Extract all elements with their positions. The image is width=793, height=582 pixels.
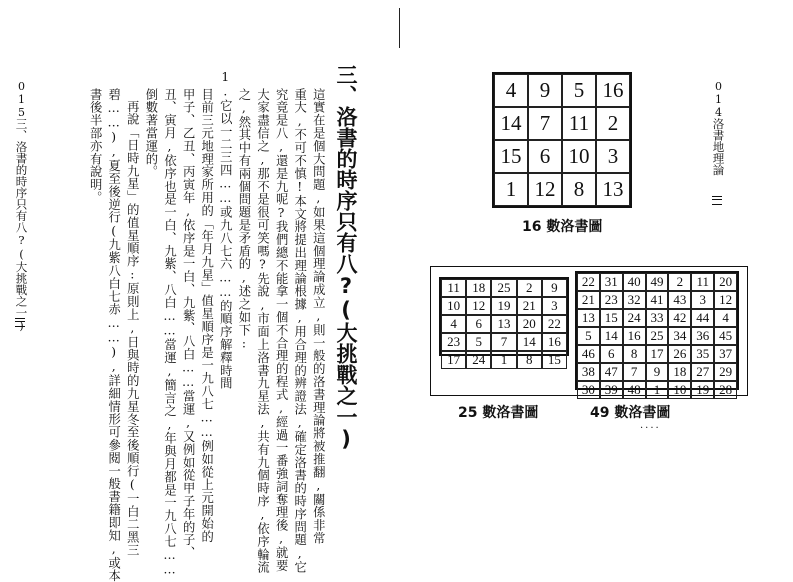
luoshu-25-grid (439, 277, 569, 367)
grid-cell: 23 (600, 291, 623, 309)
grid-cell: 15 (542, 351, 567, 369)
grid-cell: 44 (691, 309, 714, 327)
text-column: 甲子、乙丑、丙寅年,依序是一白、九紫、八白……當運,又例如從甲子年的子、 (181, 88, 196, 560)
text-column: 究竟是八,還是九呢?我們總不能拿一個不合理的程式,經過一番強詞奪理後,就要 (274, 88, 289, 573)
grid-cell: 7 (528, 107, 562, 140)
grid-cell: 6 (600, 345, 623, 363)
grid-cell: 47 (600, 363, 623, 381)
grid-cell: 2 (668, 273, 691, 291)
grid-cell: 22 (542, 315, 567, 333)
running-head-right: 洛書地理論 (711, 118, 726, 176)
luoshu-25-49-panel (430, 266, 748, 396)
grid-cell: 38 (577, 363, 600, 381)
running-head-rule-right (712, 196, 722, 205)
grid-cell: 25 (491, 279, 516, 297)
grid-cell: 39 (600, 381, 623, 399)
grid-cell: 31 (600, 273, 623, 291)
grid-cell: 3 (691, 291, 714, 309)
text-column: 目前三元地理家所用的「年月九星」值星順序是一九八七……例如從上元開始的 (199, 88, 214, 543)
grid-cell: 13 (596, 173, 630, 206)
grid-cell: 11 (691, 273, 714, 291)
grid-cell: 5 (562, 74, 596, 107)
grid-cell: 6 (528, 140, 562, 173)
grid-cell: 1 (646, 381, 669, 399)
dot-leader: .... (640, 420, 661, 431)
text-column: 倒數著當運的。 (143, 88, 158, 179)
text-column: 丑、寅月,依序也是一白、九紫、八白……當運,簡言之,年與月都是一九八七…… (162, 88, 177, 578)
luoshu-16-grid (492, 72, 632, 208)
grid-cell: 24 (466, 351, 491, 369)
grid-cell: 12 (466, 297, 491, 315)
grid-cell: 7 (491, 333, 516, 351)
grid-cell: 4 (714, 309, 737, 327)
grid-cell: 12 (714, 291, 737, 309)
grid-cell: 8 (562, 173, 596, 206)
grid-cell: 11 (441, 279, 466, 297)
grid-cell: 40 (623, 273, 646, 291)
grid-cell: 10 (668, 381, 691, 399)
grid-cell: 18 (668, 363, 691, 381)
grid-cell: 29 (714, 363, 737, 381)
grid-cell: 21 (517, 297, 542, 315)
grid-cell: 14 (517, 333, 542, 351)
grid-cell: 28 (714, 381, 737, 399)
grid-cell: 10 (441, 297, 466, 315)
grid-cell: 8 (517, 351, 542, 369)
page-number-left: 015 (15, 80, 28, 119)
grid-cell: 23 (441, 333, 466, 351)
grid-cell: 43 (668, 291, 691, 309)
grid-cell: 24 (623, 309, 646, 327)
grid-cell: 30 (577, 381, 600, 399)
grid-cell: 13 (577, 309, 600, 327)
running-head-left: 三、洛書的時序只有八?(大挑戰之一) (14, 118, 29, 333)
grid-cell: 25 (646, 327, 669, 345)
grid-cell: 9 (646, 363, 669, 381)
right-page (400, 0, 793, 561)
grid-cell: 26 (668, 345, 691, 363)
text-column: 碧……),夏至後逆行(九紫八白七赤……),詳細情形可參閱一般書籍即知,或本 (106, 88, 121, 582)
grid-cell: 41 (646, 291, 669, 309)
grid-cell: 6 (466, 315, 491, 333)
grid-cell: 3 (596, 140, 630, 173)
text-column: 重大,不可不慎!本文將提出理論根據,用合理的辨證法,確定洛書的時序問題,它 (292, 88, 307, 574)
grid-cell: 42 (668, 309, 691, 327)
luoshu-49-caption: 49 數洛書圖 (590, 405, 671, 421)
grid-cell: 1 (494, 173, 528, 206)
grid-cell: 11 (562, 107, 596, 140)
grid-cell: 18 (466, 279, 491, 297)
grid-cell: 7 (623, 363, 646, 381)
grid-cell: 27 (691, 363, 714, 381)
grid-cell: 16 (596, 74, 630, 107)
grid-cell: 15 (600, 309, 623, 327)
grid-cell: 17 (441, 351, 466, 369)
text-column: 再說「日時九星」的值星順序:原則上,日與時的九星冬至後順行(一白二黑三 (125, 100, 140, 557)
grid-cell: 20 (517, 315, 542, 333)
grid-cell: 16 (542, 333, 567, 351)
grid-cell: 1 (491, 351, 516, 369)
grid-cell: 10 (562, 140, 596, 173)
luoshu-25-caption: 25 數洛書圖 (458, 405, 539, 421)
grid-cell: 21 (577, 291, 600, 309)
grid-cell: 2 (517, 279, 542, 297)
grid-cell: 8 (623, 345, 646, 363)
grid-cell: 4 (441, 315, 466, 333)
grid-cell: 2 (596, 107, 630, 140)
grid-cell: 14 (600, 327, 623, 345)
page-number-right: 014 (712, 80, 725, 119)
text-column: 之,然其中有兩個問題是矛盾的,述之如下: (236, 88, 251, 352)
grid-cell: 33 (646, 309, 669, 327)
grid-cell: 45 (714, 327, 737, 345)
grid-cell: 22 (577, 273, 600, 291)
text-column: 書後半部亦有說明。 (88, 88, 103, 205)
grid-cell: 13 (491, 315, 516, 333)
grid-cell: 36 (691, 327, 714, 345)
text-column: 這實在是個大問題,如果這個理論成立,則一般的洛書理論將被推翻,關係非常 (311, 88, 326, 545)
grid-cell: 49 (646, 273, 669, 291)
grid-cell: 14 (494, 107, 528, 140)
grid-cell: 5 (577, 327, 600, 345)
luoshu-16-caption: 16 數洛書圖 (522, 219, 603, 235)
text-column: 大家盡信之,那不是很可笑嗎?先說,市面上洛書九星法,共有九個時序,依序輪流 (255, 88, 270, 574)
grid-cell: 19 (691, 381, 714, 399)
grid-cell: 3 (542, 297, 567, 315)
grid-cell: 48 (623, 381, 646, 399)
section-heading: 三、洛書的時序只有八?(大挑戰之一) (334, 64, 358, 451)
grid-cell: 34 (668, 327, 691, 345)
running-head-rule-left (15, 318, 25, 327)
grid-cell: 16 (623, 327, 646, 345)
grid-cell: 4 (494, 74, 528, 107)
grid-cell: 35 (691, 345, 714, 363)
text-column: 1.它以一二三四……或九八七六……的順序解釋時間 (218, 70, 233, 390)
luoshu-49-grid (575, 271, 739, 397)
grid-cell: 37 (714, 345, 737, 363)
grid-cell: 32 (623, 291, 646, 309)
grid-cell: 15 (494, 140, 528, 173)
grid-cell: 5 (466, 333, 491, 351)
grid-cell: 17 (646, 345, 669, 363)
grid-cell: 19 (491, 297, 516, 315)
grid-cell: 9 (542, 279, 567, 297)
grid-cell: 9 (528, 74, 562, 107)
grid-cell: 20 (714, 273, 737, 291)
grid-cell: 12 (528, 173, 562, 206)
grid-cell: 46 (577, 345, 600, 363)
